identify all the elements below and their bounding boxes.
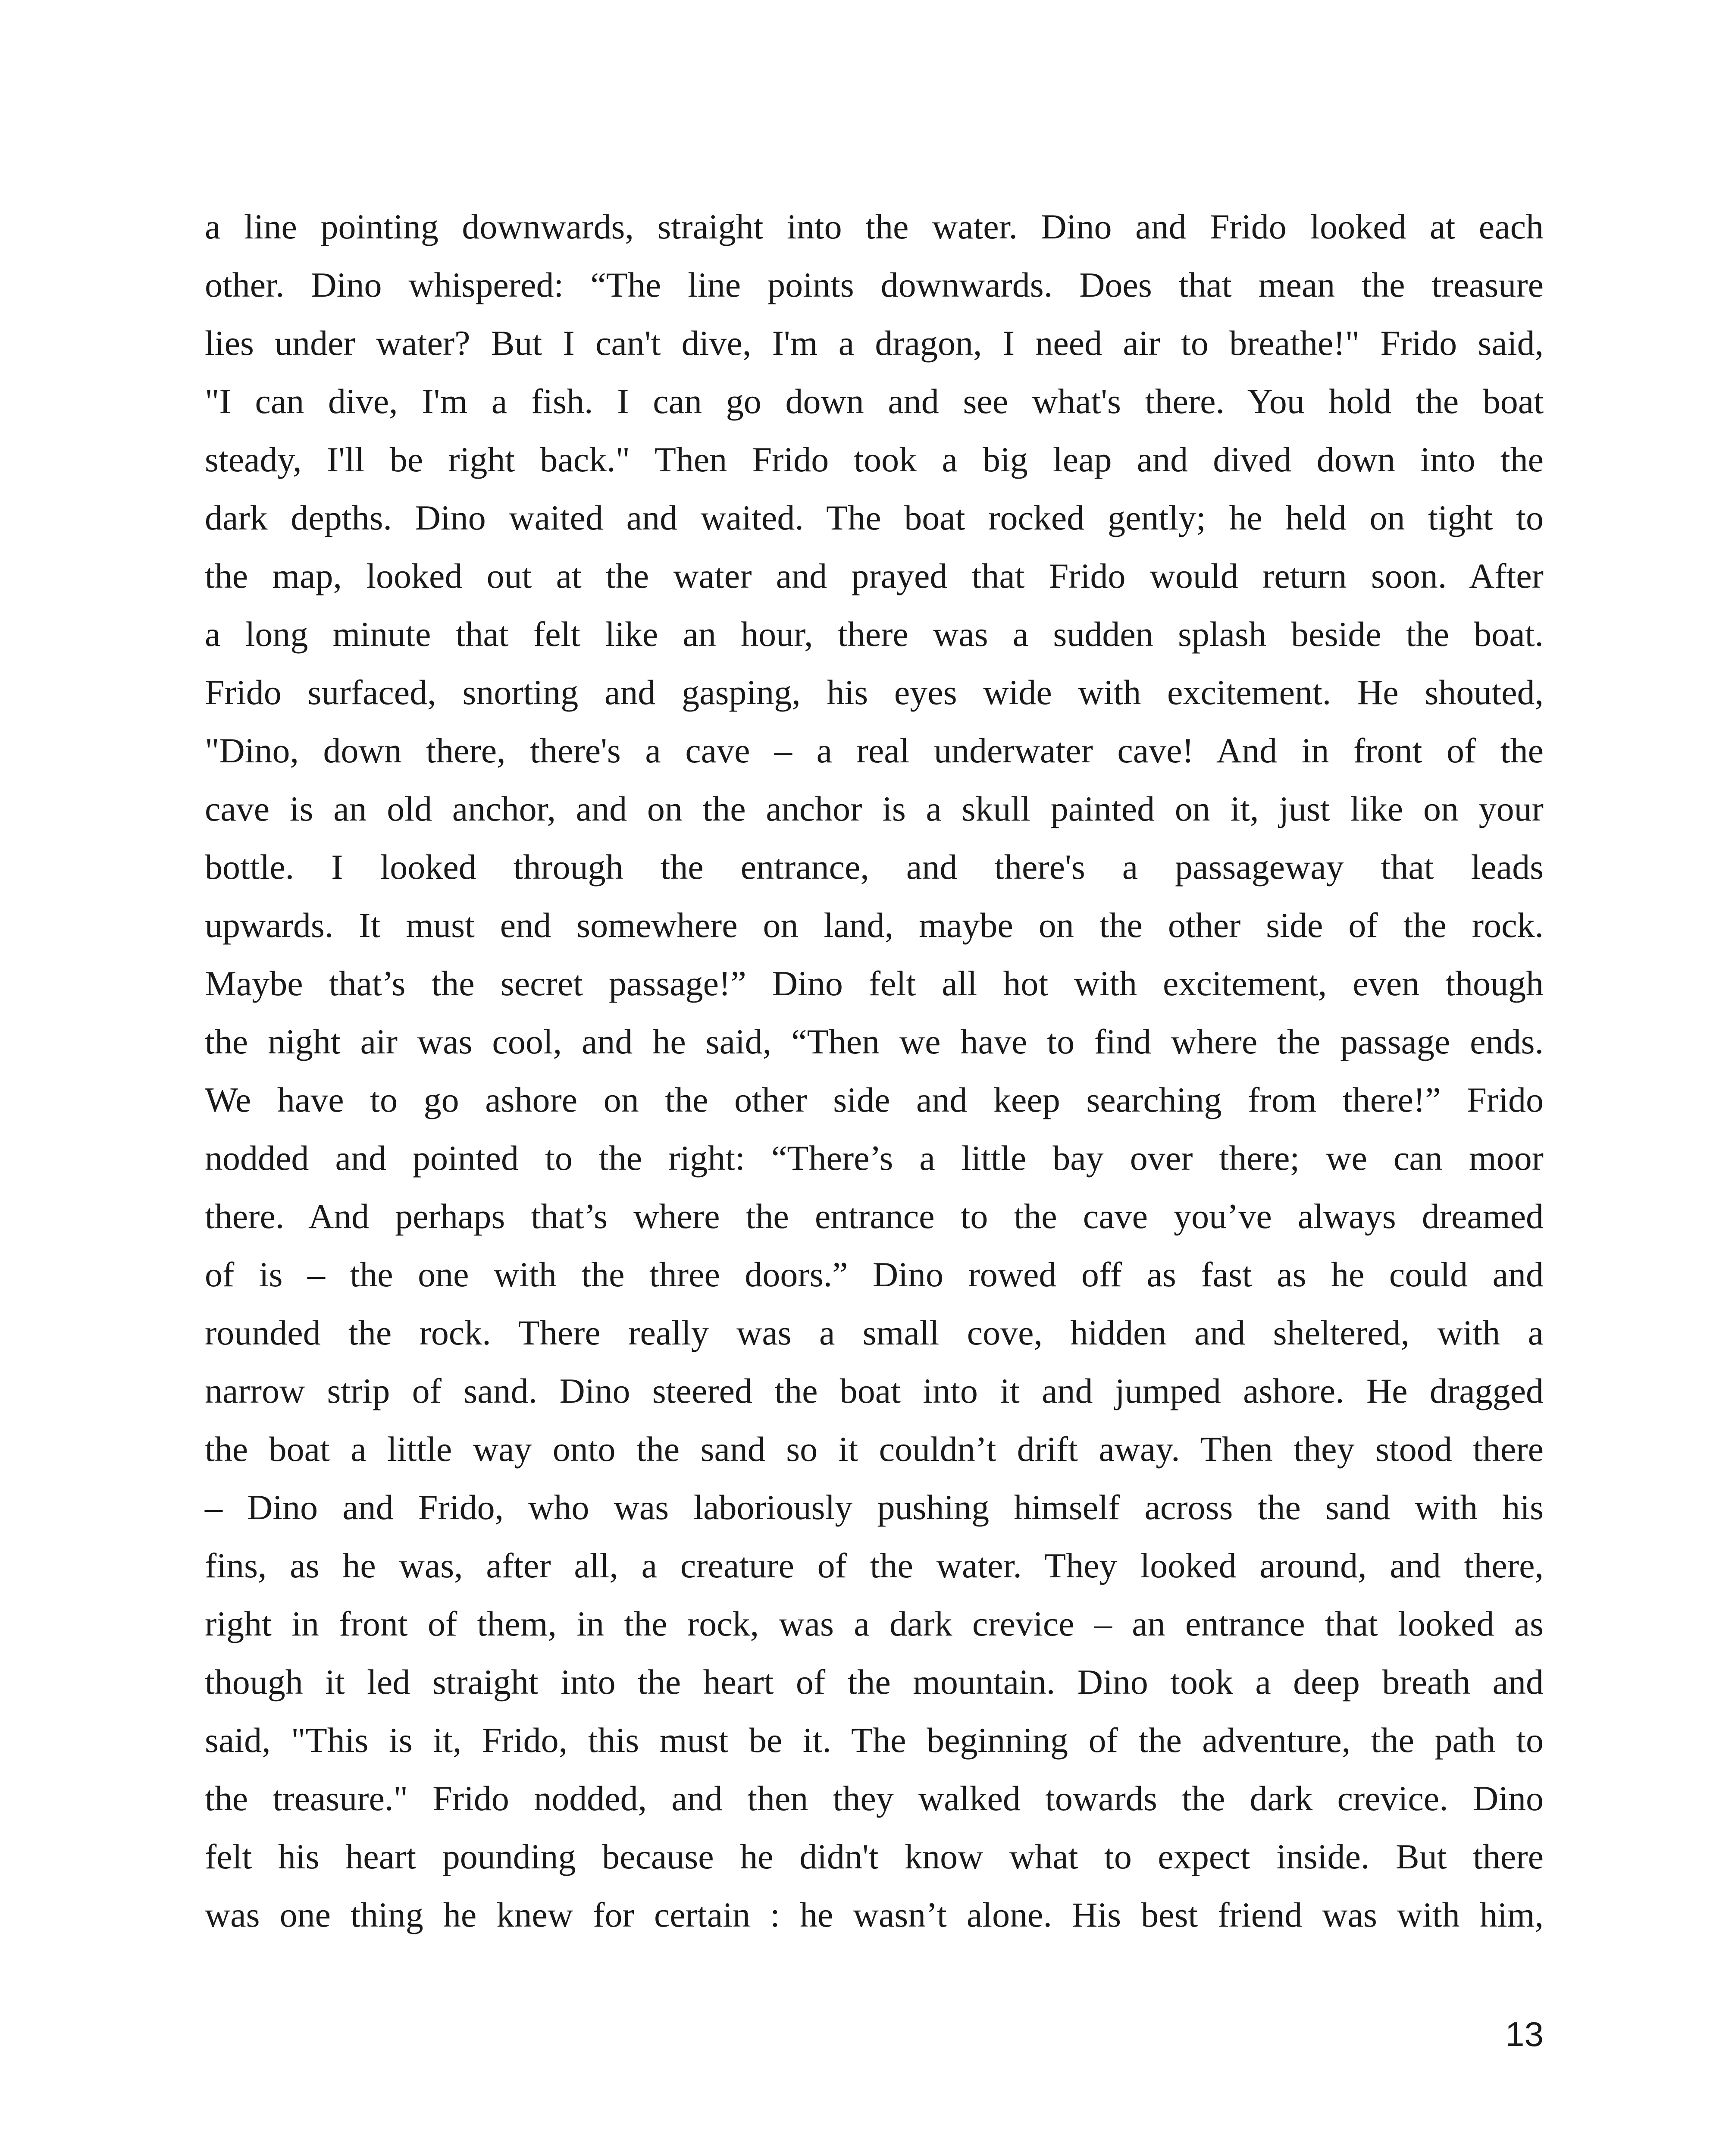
- text-line: the map, looked out at the water and prayed that Frido would return soon. After: [205, 556, 1544, 595]
- text-line: "I can dive, I'm a fish. I can go down and see what's there. You hold the boat: [205, 382, 1544, 421]
- text-line: narrow strip of sand. Dino steered the boat into it and jumped ashore. He dragged: [205, 1371, 1544, 1410]
- text-line: felt his heart pounding because he didn't know what to expect inside. But there: [205, 1837, 1544, 1876]
- text-line: nodded and pointed to the right: “There’s a little bay over there; we can moor: [205, 1138, 1544, 1178]
- text-line: lies under water? But I can't dive, I'm a dragon, I need air to breathe!" Frido said,: [205, 323, 1544, 363]
- text-line: dark depths. Dino waited and waited. The boat rocked gently; he held on tight to: [205, 498, 1544, 537]
- text-line: Maybe that’s the secret passage!” Dino felt all hot with excitement, even though: [205, 964, 1544, 1003]
- text-line: steady, I'll be right back." Then Frido took a big leap and dived down into the: [205, 440, 1544, 479]
- text-line: Frido surfaced, snorting and gasping, his eyes wide with excitement. He shouted,: [205, 673, 1544, 712]
- page-number: 13: [1505, 2015, 1544, 2053]
- text-line: the night air was cool, and he said, “Then we have to find where the passage ends.: [205, 1022, 1544, 1061]
- text-line: was one thing he knew for certain : he wasn’t alone. His best friend was with him,: [205, 1895, 1544, 1934]
- text-line: said, "This is it, Frido, this must be it. The beginning of the adventure, the path to: [205, 1720, 1544, 1760]
- text-line: upwards. It must end somewhere on land, maybe on the other side of the rock.: [205, 906, 1544, 945]
- text-line: other. Dino whispered: “The line points downwards. Does that mean the treasure: [205, 265, 1544, 304]
- text-line: the boat a little way onto the sand so it couldn’t drift away. Then they stood there: [205, 1429, 1544, 1469]
- text-line: the treasure." Frido nodded, and then they walked towards the dark crevice. Dino: [205, 1779, 1544, 1818]
- text-line: bottle. I looked through the entrance, and there's a passageway that leads: [205, 847, 1544, 887]
- text-line: right in front of them, in the rock, was a dark crevice – an entrance that looked as: [205, 1604, 1544, 1643]
- text-line: fins, as he was, after all, a creature of the water. They looked around, and there,: [205, 1546, 1544, 1585]
- text-line: cave is an old anchor, and on the anchor is a skull painted on it, just like on your: [205, 789, 1544, 828]
- text-line: of is – the one with the three doors.” Dino rowed off as fast as he could and: [205, 1255, 1544, 1294]
- text-line: We have to go ashore on the other side and keep searching from there!” Frido: [205, 1080, 1544, 1119]
- text-line: – Dino and Frido, who was laboriously pushing himself across the sand with his: [205, 1488, 1544, 1527]
- text-line: there. And perhaps that’s where the entrance to the cave you’ve always dreamed: [205, 1197, 1544, 1236]
- text-line: a long minute that felt like an hour, there was a sudden splash beside the boat.: [205, 614, 1544, 654]
- text-line: rounded the rock. There really was a small cove, hidden and sheltered, with a: [205, 1313, 1544, 1352]
- text-line: though it led straight into the heart of the mountain. Dino took a deep breath and: [205, 1662, 1544, 1702]
- body-text: [205, 197, 1544, 1944]
- text-line: a line pointing downwards, straight into the water. Dino and Frido looked at each: [205, 207, 1544, 246]
- text-line: "Dino, down there, there's a cave – a real underwater cave! And in front of the: [205, 731, 1544, 770]
